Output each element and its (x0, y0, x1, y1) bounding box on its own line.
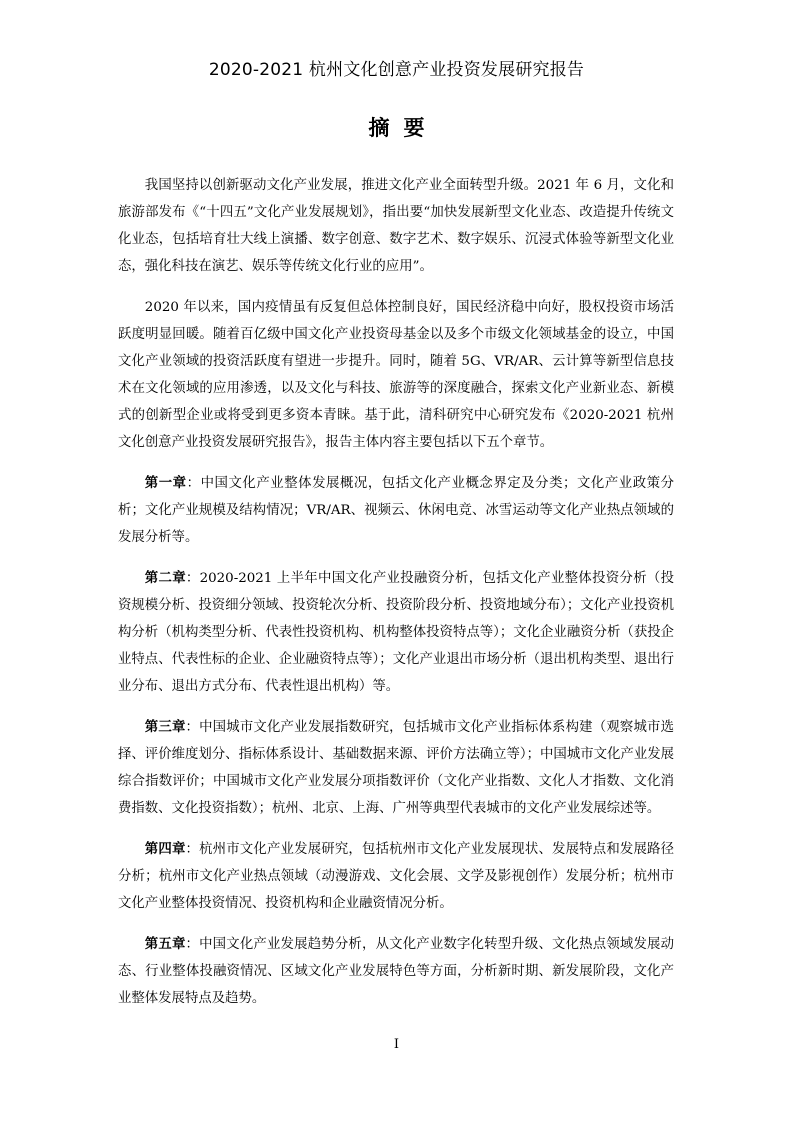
page-number: I (393, 1037, 400, 1052)
chapter-4-text: ：杭州市文化产业发展研究，包括杭州市文化产业发展现状、发展特点和发展路径分析；杭州市文化产业热点领域（动漫游戏、文化会展、文学及影视创作）发展分析；杭州市文化产业整体投资情况、投资机构和企业融资情况分析。 (118, 842, 675, 911)
chapter-1-text: ：中国文化产业整体发展概况，包括文化产业概念界定及分类；文化产业政策分析；文化产业规模及结构情况；VR/AR、视频云、休闲电竞、冰雪运动等文化产业热点领域的发展分析等。 (118, 476, 675, 545)
report-title: 2020-2021 杭州文化创意产业投资发展研究报告 (208, 60, 585, 80)
chapter-3-label: 第三章 (144, 720, 186, 735)
abstract-heading: 摘要 (368, 116, 439, 140)
chapter-3-text: ：中国城市文化产业发展指数研究，包括城市文化产业指标体系构建（观察城市选择、评价维度划分、指标体系设计、基础数据来源、评价方法确立等）；中国城市文化产业发展综合指数评价；中国城市文化产业发展分项指数评价（文化产业指数、文化人才指数、文化消费指数、文化投资指数）；杭州、北京、上海、广州等典型代表城市的文化产业发展综述等。 (118, 720, 675, 816)
chapter-5-text: ：中国文化产业发展趋势分析，从文化产业数字化转型升级、文化热点领域发展动态、行业整体投融资情况、区域文化产业发展特色等方面，分析新时期、新发展阶段，文化产业整体发展特点及趋势。 (118, 937, 675, 1006)
abstract-body (118, 172, 674, 1026)
chapter-2-text: ：2020-2021 上半年中国文化产业投融资分析，包括文化产业整体投资分析（投资规模分析、投资细分领域、投资轮次分析、投资阶段分析、投资地域分布）；文化产业投资机构分析（机构类型分析、代表性投资机构、机构整体投资特点等）；文化企业融资分析（获投企业特点、代表性标的企业、企业融资特点等）；文化产业退出市场分析（退出机构类型、退出行业分布、退出方式分布、代表性退出机构）等。 (118, 571, 675, 694)
chapter-4-paragraph (118, 836, 674, 917)
chapter-3-paragraph (118, 714, 674, 822)
chapter-5-paragraph (118, 931, 674, 1012)
chapter-2-label: 第二章 (144, 571, 186, 586)
chapter-1-paragraph (118, 470, 674, 551)
chapter-5-label: 第五章 (144, 937, 186, 952)
chapter-1-label: 第一章 (144, 476, 187, 491)
chapter-4-label: 第四章 (144, 842, 186, 857)
intro-paragraph-2: 2020 年以来，国内疫情虽有反复但总体控制良好，国民经济稳中向好，股权投资市场活跃度明显回暖。随着百亿级中国文化产业投资母基金以及多个市级文化领域基金的设立，中国文化产业领域的投资活跃度有望进一步提升。同时，随着 5G、VR/AR、云计算等新型信息技术在文化领域的应用渗透，以及文化与科技、旅游等的深度融合，探索文化产业新业态、新模式的创新型企业或将受到更多资本青睐。基于此，清科研究中心研究发布《2020-2021 杭州文化创意产业投资发展研究报告》，报告主体内容主要包括以下五个章节。 (118, 300, 674, 450)
intro-paragraph-1: 我国坚持以创新驱动文化产业发展，推进文化产业全面转型升级。2021 年 6 月，文化和旅游部发布《“十四五”文化产业发展规划》，指出要“加快发展新型文化业态、改造提升传统文化业态，包括培育壮大线上演播、数字创意、数字艺术、数字娱乐、沉浸式体验等新型文化业态，强化科技在演艺、娱乐等传统文化行业的应用”。 (118, 178, 674, 274)
chapter-2-paragraph (118, 565, 674, 700)
